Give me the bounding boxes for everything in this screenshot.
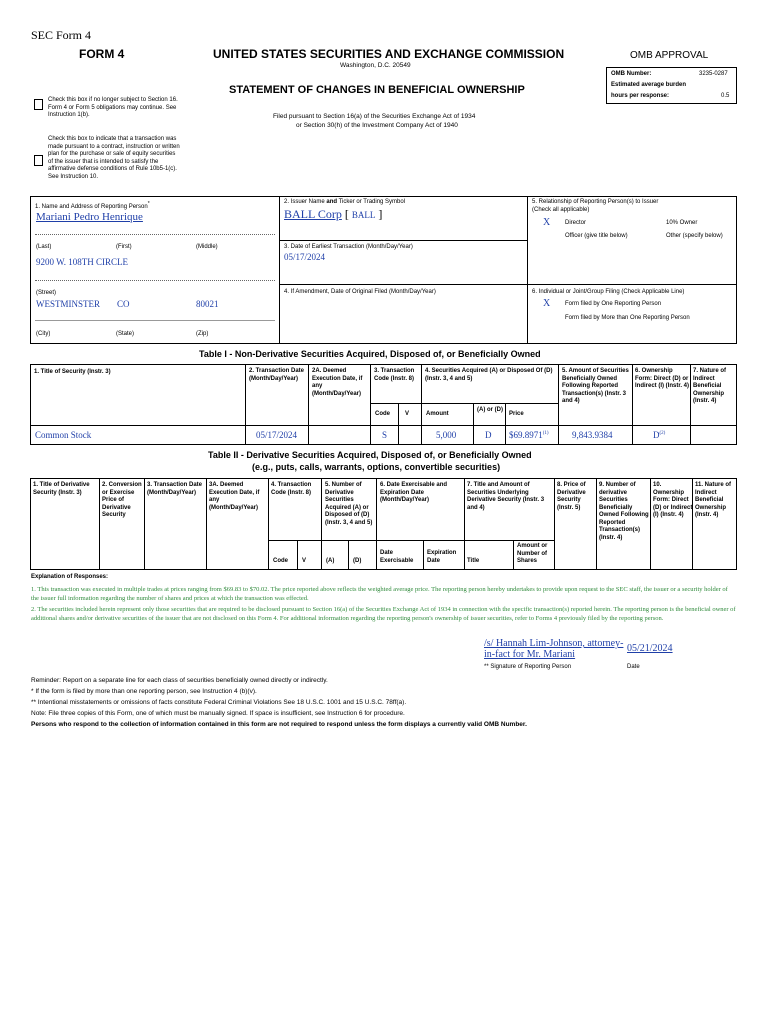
note-omb: Persons who respond to the collection of information contained in this form are not required to respond unless the form displays a currently valid OMB Number. (31, 721, 527, 728)
t2-h10: 10. Ownership Form: Direct (D) or Indirect (I) (Instr. 4) (653, 482, 693, 518)
more-persons-label: Form filed by More than One Reporting Person (565, 315, 690, 321)
t2-v: V (302, 558, 307, 564)
filed-pursuant-2: or Section 30(h) of the Investment Company Act of 1940 (296, 122, 458, 129)
state-value: CO (117, 299, 130, 309)
street-label: (Street) (36, 290, 57, 296)
t2-h3: 3. Transaction Date (Month/Day/Year) (147, 482, 203, 496)
t2-h9: 9. Number of derivative Securities Beneficially Owned Following Reported Transaction(s) (Instr. 4) (599, 482, 649, 541)
t1-code: Code (375, 411, 390, 417)
omb-hours-value: 0.5 (721, 93, 730, 99)
zip-label: (Zip) (196, 331, 209, 337)
table1-title: Table I - Non-Derivative Securities Acquired, Disposed of, or Beneficially Owned (199, 349, 541, 359)
last-label: (Last) (36, 244, 52, 250)
t1-h4: 4. Securities Acquired (A) or Disposed Of (D) (Instr. 3, 4 and 5) (425, 368, 553, 382)
footnote-2: 2. The securities included herein represent only those securities that are required to be disclosed pursuant to Section 16(a) of the Securities Exchange Act of 1934 in connection with the specific transaction(s) reported herein. The reporting person is the beneficial owner of additional shares and/or derivative securities of the issuer that are not disclosed on this Form 4. For additional information regarding the reporting person's ownership of issuer securities, refer to Forms 4 previously filed by the reporting person. (31, 606, 736, 622)
t2-h5: 5. Number of Derivative Securities Acquired (A) or Disposed of (D) (Instr. 3, 4 and 5) (325, 482, 373, 526)
no-longer-subject-checkbox[interactable] (34, 99, 43, 110)
t1-row-owned: 9,843.9384 (572, 430, 613, 440)
t1-h2: 2. Transaction Date (Month/Day/Year) (249, 368, 305, 382)
form-title: FORM 4 (79, 47, 125, 61)
t2-expiration: Expiration Date (427, 550, 457, 564)
t1-h3: 3. Transaction Code (Instr. 8) (374, 368, 415, 382)
t1-row-form: $D^{(2)}$ (653, 430, 666, 440)
t1-row-price: $69.8971$^{(1)}$ (509, 430, 549, 440)
first-label: (First) (116, 244, 132, 250)
signature-date-label: Date (627, 664, 640, 670)
omb-number-value: 3235-0287 (699, 71, 728, 77)
table2-subtitle: (e.g., puts, calls, warrants, options, convertible securities) (252, 462, 501, 472)
explanation-label: Explanation of Responses: (31, 574, 109, 580)
city-value: WESTMINSTER (36, 299, 100, 309)
t1-row-date: 05/17/2024 (256, 430, 298, 440)
t1-h1: 1. Title of Security (Instr. 3) (34, 369, 111, 375)
director-label: Director (565, 220, 587, 226)
t2-h8: 8. Price of Derivative Security (Instr. 5) (557, 482, 586, 511)
signature-date: 05/21/2024 (627, 643, 673, 654)
one-person-label: Form filed by One Reporting Person (565, 301, 662, 307)
agency-title: UNITED STATES SECURITIES AND EXCHANGE COMMISSION (213, 47, 565, 61)
issuer-label: 2. Issuer Name and Ticker or Trading Symbol (284, 199, 406, 205)
agency-city: Washington, D.C. 20549 (340, 62, 411, 69)
note-instruction-4: * If the form is filed by more than one reporting person, see Instruction 4 (b)(v). (31, 688, 257, 695)
t2-title: Title (467, 558, 480, 564)
rule-10b5-1-checkbox[interactable] (34, 155, 43, 166)
note-violations: ** Intentional misstatements or omissions of facts constitute Federal Criminal Violations See 18 U.S.C. 1001 and 15 U.S.C. 78ff(a). (31, 699, 407, 706)
omb-burden-label: Estimated average burden (611, 82, 687, 88)
no-longer-subject-text: Check this box if no longer subject to Section 16. Form 4 or Form 5 obligations may continue. See Instruction 1(b). (48, 97, 178, 118)
t1-v: V (405, 411, 410, 417)
reporting-person-name[interactable]: Mariani Pedro Henrique (36, 211, 143, 223)
director-mark[interactable]: X (543, 217, 551, 228)
t2-h1: 1. Title of Derivative Security (Instr. 3) (33, 482, 90, 496)
rule-10b5-1-text: Check this box to indicate that a transaction was made pursuant to a contract, instruction or written plan for the purchase or sale of equity securities of the issuer that is intended to satisfy the affirmative defense conditions of Rule 10b5-1(c). See Instruction 10. (48, 136, 180, 180)
t1-ad: (A) or (D) (477, 407, 503, 413)
t1-h5: 5. Amount of Securities Beneficially Owned Following Reported Transaction(s) (Instr. 3 and 4) (562, 368, 629, 404)
street-value: 9200 W. 108TH CIRCLE (36, 257, 129, 267)
signature-name[interactable]: /s/ Hannah Lim-Johnson, attorney- in-fact for Mr. Mariani (484, 638, 624, 660)
city-label: (City) (36, 331, 51, 337)
reporting-person-label: 1. Name and Address of Reporting Person* (35, 201, 150, 210)
t2-h3a: 3A. Deemed Execution Date, if any (Month/Day/Year) (209, 482, 260, 511)
t1-row-ad: D (485, 430, 492, 440)
signature-label: ** Signature of Reporting Person (484, 664, 572, 670)
t1-row-amount: 5,000 (436, 430, 457, 440)
one-person-mark[interactable]: X (543, 298, 551, 309)
table2-title: Table II - Derivative Securities Acquired, Disposed of, or Beneficially Owned (208, 450, 532, 460)
other-label: Other (specify below) (666, 233, 723, 239)
state-label: (State) (116, 331, 135, 337)
t1-price: Price (509, 411, 524, 417)
t2-h2: 2. Conversion or Exercise Price of Derivative Security (102, 482, 142, 518)
t2-h4: 4. Transaction Code (Instr. 8) (271, 482, 312, 496)
note-copies: Note: File three copies of this Form, one of which must be manually signed. If space is insufficient, see Instruction 6 for procedure. (31, 710, 405, 717)
t1-row-title: Common Stock (35, 430, 92, 440)
t2-a: (A) (326, 558, 335, 564)
issuer-name[interactable]: BALL Corp [ BALL ] (284, 207, 383, 221)
t2-code: Code (273, 558, 288, 564)
t1-h7: 7. Nature of Indirect Beneficial Ownership (Instr. 4) (693, 368, 727, 404)
t1-h2a: 2A. Deemed Execution Date, if any (Month/Day/Year) (312, 368, 363, 397)
omb-number-label: OMB Number: (611, 71, 652, 77)
t1-row-code: S (382, 430, 388, 440)
sec-form-label: SEC Form 4 (31, 28, 92, 42)
t2-d: (D) (353, 558, 362, 564)
note-reminder: Reminder: Report on a separate line for each class of securities beneficially owned directly or indirectly. (31, 677, 328, 684)
ten-percent-owner-label: 10% Owner (666, 220, 698, 226)
omb-approval-title: OMB APPROVAL (630, 50, 709, 61)
t2-h7: 7. Title and Amount of Securities Underlying Derivative Security (Instr. 3 and 4) (467, 482, 545, 511)
amendment-label: 4. If Amendment, Date of Original Filed (Month/Day/Year) (284, 289, 436, 295)
t2-amount-shares: Amount or Number of Shares (517, 543, 548, 564)
t1-h6: 6. Ownership Form: Direct (D) or Indirect (I) (Instr. 4) (635, 368, 690, 389)
earliest-transaction-value: 05/17/2024 (284, 252, 326, 262)
statement-title: STATEMENT OF CHANGES IN BENEFICIAL OWNERSHIP (229, 84, 525, 96)
t1-amount: Amount (426, 411, 449, 417)
t2-h6: 6. Date Exercisable and Expiration Date (Month/Day/Year) (380, 482, 448, 503)
relationship-check-label: (Check all applicable) (532, 207, 590, 213)
officer-label: Officer (give title below) (565, 233, 628, 239)
omb-hours-label: hours per response: (611, 93, 670, 99)
middle-label: (Middle) (196, 244, 218, 250)
relationship-label: 5. Relationship of Reporting Person(s) to Issuer (532, 199, 659, 205)
earliest-transaction-label: 3. Date of Earliest Transaction (Month/Day/Year) (284, 244, 413, 250)
t2-date-exercisable: Date Exercisable (380, 550, 414, 564)
zip-value: 80021 (196, 299, 219, 309)
filed-pursuant-1: Filed pursuant to Section 16(a) of the Securities Exchange Act of 1934 (273, 113, 476, 120)
t2-h11: 11. Nature of Indirect Beneficial Ownership (Instr. 4) (695, 482, 732, 518)
footnote-1: 1. This transaction was executed in multiple trades at prices ranging from $69.83 to $70.02. The price reported above reflects the weighted average price. The reporting person hereby undertakes to provide upon request to the SEC staff, the issuer or a security holder of the issuer full information regarding the number of shares and prices at which the transaction was effected. (31, 586, 728, 602)
filing-label: 6. Individual or Joint/Group Filing (Check Applicable Line) (532, 289, 685, 295)
